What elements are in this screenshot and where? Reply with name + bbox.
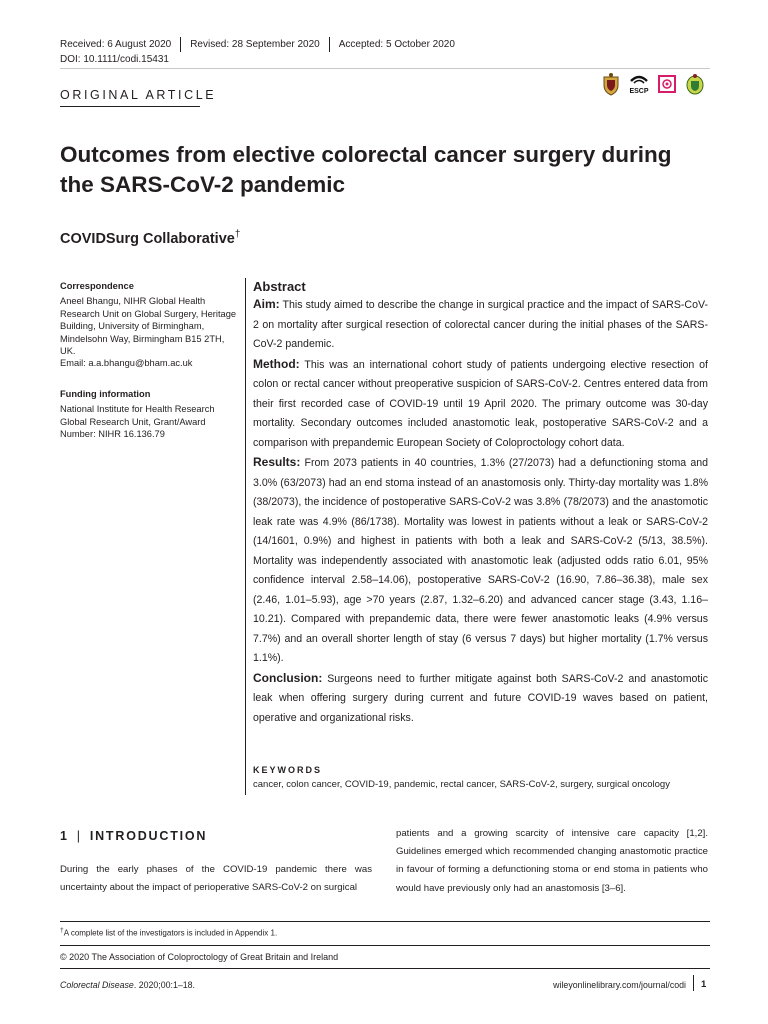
abstract-results: [253, 453, 708, 669]
header-rule: [60, 68, 710, 69]
footnote: [60, 927, 277, 938]
funding-line: National Institute for Health Research: [60, 404, 215, 415]
article-type: ORIGINAL ARTICLE: [60, 88, 217, 102]
author: [60, 229, 240, 247]
aim-text: This study aimed to describe the change in surgical practice and the impact of SARS-CoV-2 on mortality after surgical resection of colorectal cancer during the initial phases of the SARS-CoV-2 pandemic.: [253, 299, 708, 350]
correspondence-line: Mindelsohn Way, Birmingham B15 2TH,: [60, 333, 225, 344]
keywords-list: cancer, colon cancer, COVID-19, pandemic, rectal cancer, SARS-CoV-2, surgery, surgical oncology: [253, 779, 670, 790]
correspondence-heading: Correspondence: [60, 281, 134, 291]
citation-text: . 2020;00:1–18.: [133, 980, 195, 990]
escp-logo-icon: [628, 72, 650, 96]
correspondence-line: Building, University of Birmingham,: [60, 321, 205, 332]
society-green-crest-icon: [684, 72, 706, 96]
correspondence-line: Research Unit on Global Surgery, Heritage: [60, 308, 237, 319]
accepted-date: Accepted: 5 October 2020: [338, 39, 455, 50]
author-footnote-mark: †: [234, 229, 241, 240]
footnote-rule: [60, 921, 710, 922]
introduction-left-column: During the early phases of the COVID-19 pandemic there was uncertainty about the impact of perioperative SARS-CoV-2 on surgical: [60, 864, 372, 894]
article-type-underline: [60, 106, 200, 107]
doi[interactable]: DOI: 10.1111/codi.15431: [60, 54, 169, 65]
keywords-heading: KEYWORDS: [253, 765, 323, 775]
abstract-method: [253, 355, 708, 454]
article-title: Outcomes from elective colorectal cancer surgery during the SARS-CoV-2 pandemic: [60, 142, 672, 197]
funding-line: Number: NIHR 16.136.79: [60, 429, 165, 440]
society-crest-icon: [600, 72, 622, 96]
conclusion-text: Surgeons need to further mitigate against both SARS-CoV-2 and anastomotic leak when offering surgery during current and future COVID-19 waves based on patient, operative and organizational risks.: [253, 672, 708, 724]
date-divider: [329, 37, 330, 52]
funding-info: [60, 388, 245, 441]
copyright-rule: [60, 945, 710, 946]
method-label: Method:: [253, 356, 300, 371]
correspondence-line: Aneel Bhangu, NIHR Global Health: [60, 296, 206, 307]
funding-line: Global Research Unit, Grant/Award: [60, 416, 206, 427]
footnote-text: A complete list of the investigators is included in Appendix 1.: [63, 928, 278, 938]
section-number: 1: [60, 829, 69, 843]
abstract-aim: [253, 295, 708, 355]
society-logos: [600, 70, 712, 98]
aim-label: Aim:: [253, 297, 280, 311]
received-date: Received: 6 August 2020: [60, 39, 172, 50]
correspondence-line: UK.: [60, 346, 76, 357]
page-number: 1: [701, 979, 707, 990]
journal-citation: [60, 980, 195, 990]
results-label: Results:: [253, 455, 301, 469]
funding-heading: Funding information: [60, 389, 151, 399]
results-text: From 2073 patients in 40 countries, 1.3% (27/2073) had a defunctioning stoma and 3.0% (63/2073) had an end stoma instead of an anastomosis only. Thirty-day mortality was 1.8% (38/2073), the incidence of postoperative SARS-CoV-2 was 3.8% (78/2073) and the anastomotic leak rate was 4.9% (86/1738). Mortality was lowest in patients without a leak or SARS-CoV-2 (14/1601, 0.9%) and highest in patients with both a leak and SARS-CoV-2 (5/13, 38.5%). Mortality was independently associated with anastomotic leak (adjusted odds ratio 6.01, 95% confidence interval 2.58–14.06), postoperative SARS-CoV-2 (16.90, 7.86–36.38), male sex (2.46, 1.01–5.93), age >70 years (2.87, 1.32–6.20) and advanced cancer stage (3.43, 1.16–10.21). Compared with prepandemic data, there were fewer anastomotic leaks (4.9% versus 7.7%) and an overall shorter length of stay (6 versus 7 days) but higher mortality (1.7% versus 1.1%).: [253, 457, 708, 664]
footer-rule: [60, 968, 710, 969]
footnote-mark: †: [60, 927, 64, 934]
abstract-conclusion: [253, 669, 708, 729]
abstract: [253, 279, 708, 728]
section-bar: |: [76, 829, 82, 843]
method-text: This was an international cohort study of patients undergoing elective resection of colon or rectal cancer without preoperative suspicion of SARS-CoV-2. Centres entered data from their first recorded case of COVID-19 until 19 April 2020. The primary outcome was 30-day mortality. Secondary outcomes included anastomotic leak, postoperative SARS-CoV-2 and a comparison with prepandemic European Society of Coloproctology cohort data.: [253, 358, 708, 449]
society-pink-logo-icon: [656, 72, 678, 96]
correspondence-email[interactable]: Email: a.a.bhangu@bham.ac.uk: [60, 358, 193, 369]
journal-website[interactable]: wileyonlinelibrary.com/journal/codi: [553, 980, 686, 990]
escp-logo-text: ESCP: [629, 88, 649, 95]
section-heading-introduction: [60, 829, 207, 843]
article-dates: [60, 37, 455, 52]
correspondence: [60, 280, 245, 370]
revised-date: Revised: 28 September 2020: [190, 39, 320, 50]
author-name: COVIDSurg Collaborative: [60, 230, 235, 247]
section-title: INTRODUCTION: [89, 829, 208, 843]
abstract-divider: [245, 278, 246, 795]
copyright: © 2020 The Association of Coloproctology of Great Britain and Ireland: [60, 952, 339, 962]
page-divider: [693, 975, 694, 991]
conclusion-label: Conclusion:: [253, 670, 323, 685]
date-divider: [180, 37, 181, 52]
introduction-right-column: patients and a growing scarcity of intensive care capacity [1,2]. Guidelines emerged which recommended changing anastomotic practice in favour of forming a defunctioning stoma or end stoma in patients who would have previously only had an anastomosis [3–6].: [396, 828, 708, 894]
journal-name: Colorectal Disease: [60, 980, 134, 990]
abstract-heading: Abstract: [253, 279, 306, 294]
